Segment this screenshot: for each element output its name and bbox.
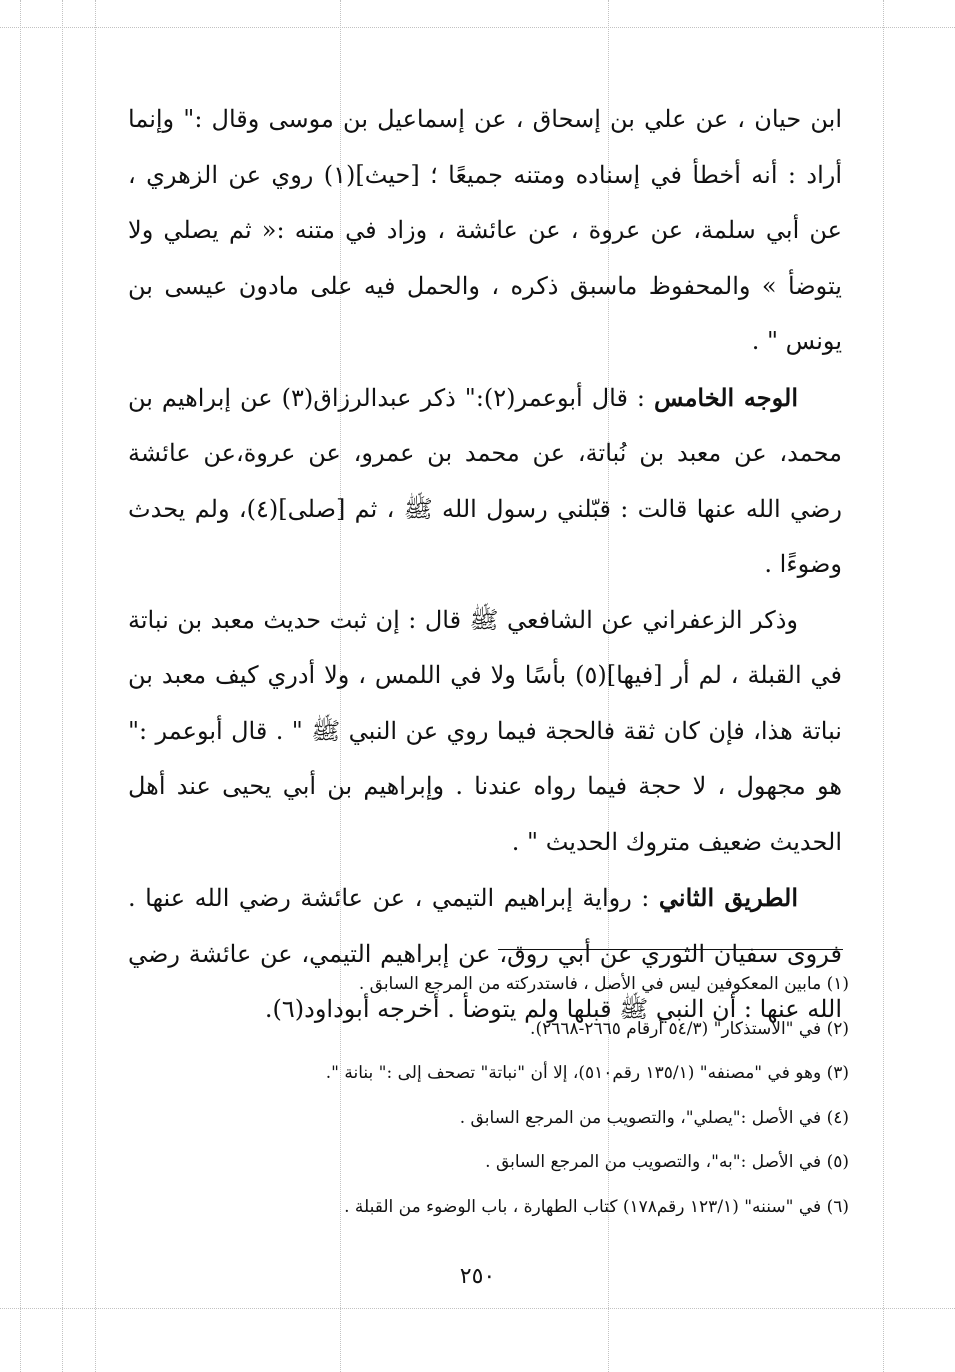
- section-heading-fifth-aspect: الوجه الخامس: [653, 382, 798, 412]
- grid-line-horizontal-1: [0, 27, 955, 28]
- paragraph-1: ابن حيان ، عن علي بن إسحاق ، عن إسماعيل بن موسى وقال :" وإنما أراد : أنه أخطأ في إسناده ومتنه جميعًا ؛ [حيث](١) روي عن الزهري ، عن أبي سلمة، عن عروة ، عن عائشة ، وزاد في متنه :« ثم يصلي ولا يتوضأ » والمحفوظ ماسبق ذكره ، والحمل فيه على مادون عيسى بن يونس " .: [128, 105, 842, 355]
- page-number: ٢٥٠: [459, 1264, 496, 1289]
- paragraph-2-text: : قال أبوعمر(٢):" ذكر عبدالرزاق(٣) عن إبراهيم بن محمد، عن معبد بن نُباتة، عن محمد بن عمرو، عن عروة،عن عائشة رضي الله عنها قالت : قبّلني رسول الله ﷺ ، ثم [صلى](٤)، ولم يحدث وضوءًا .: [128, 383, 843, 578]
- paragraph-3: وذكر الزعفراني عن الشافعي ﷺ قال : إن ثبت حديث معبد بن نباتة في القبلة ، لم أر [فيها](٥) بأسًا ولا في اللمس ، ولا أدري كيف معبد بن نباتة هذا، فإن كان ثقة فالحجة فيما روي عن النبي ﷺ " . قال أبوعمر :" هو مجهول ، لا حجة فيما رواه عندنا . وإبراهيم بن أبي يحيى عند أهل الحديث ضعيف متروك الحديث " .: [128, 605, 842, 856]
- footnote-1: (١) مابين المعكوفين ليس في الأصل ، فاستدركته من المرجع السابق .: [358, 974, 849, 994]
- footnote-4: (٤) في الأصل :"يصلي"، والتصويب من المرجع السابق .: [459, 1107, 849, 1128]
- footnotes: [133, 962, 849, 1230]
- footnote-6: (٦) في "سننه" (١٢٣/١ رقم١٧٨) كتاب الطهارة ، باب الوضوء من القبلة .: [344, 1196, 849, 1217]
- grid-line-vertical-6: [883, 0, 884, 1372]
- paragraph-2: [128, 370, 842, 593]
- grid-line-horizontal-2: [0, 1308, 955, 1309]
- page-content: [128, 92, 842, 1038]
- main-text: [128, 92, 842, 1038]
- grid-line-vertical-3: [95, 0, 96, 1372]
- footnote-separator: [498, 949, 843, 950]
- paragraph-4-text: : رواية إبراهيم التيمي ، عن عائشة رضي الله عنها . فروى سفيان الثوري عن أبي روق، عن إبراهيم التيمي، عن عائشة رضي الله عنها : أن النبي ﷺ قبلها ولم يتوضأ . أخرجه أبوداود(٦).: [128, 884, 842, 1023]
- footnote-5: (٥) في الأصل :"به"، والتصويب من المرجع السابق .: [485, 1152, 849, 1173]
- grid-line-vertical-1: [20, 0, 21, 1372]
- footnote-3: (٣) وهو في "مصنفه" (١٣٥/١ رقم٥١٠)، إلا أن "نباتة" تصحف إلى :" بنانة ".: [325, 1063, 849, 1084]
- section-heading-second-route: الطريق الثاني: [658, 883, 798, 912]
- footnote-2: (٢) في "الاستذكار" (٥٤/٣ أرقام ٢٦٦٥-٢٦٦٨).: [530, 1018, 849, 1039]
- grid-line-vertical-2: [62, 0, 63, 1372]
